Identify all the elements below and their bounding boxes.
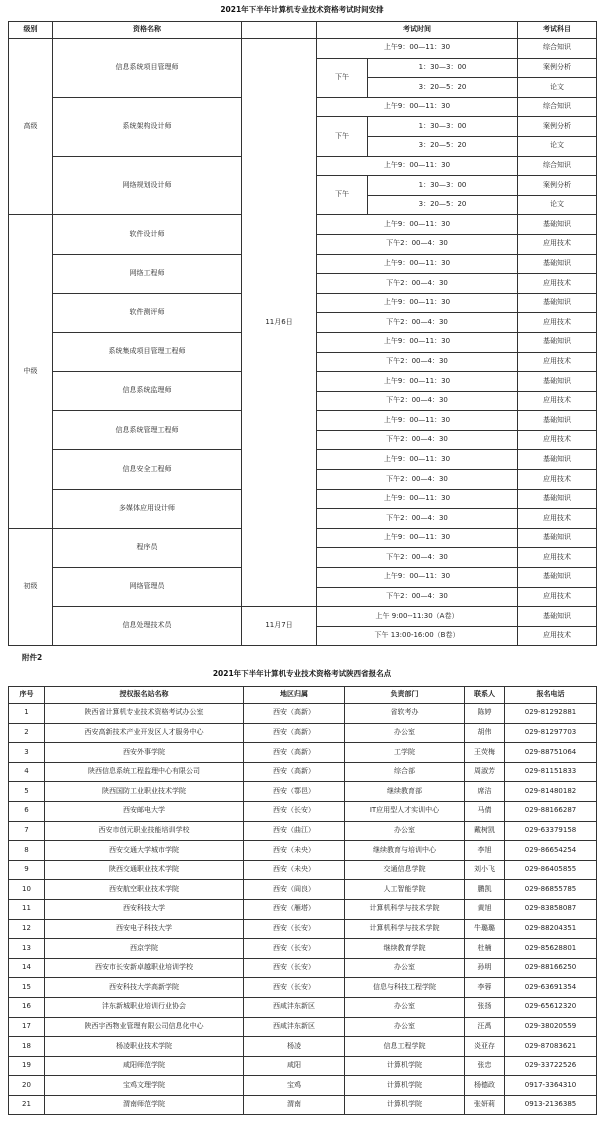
table-row <box>9 22 597 39</box>
contact: 鹏凯 <box>465 880 505 900</box>
table-row <box>9 743 597 763</box>
morning-time: 上午9：00—11：30 <box>317 254 518 274</box>
row-number: 19 <box>9 1056 45 1076</box>
table-row <box>9 687 597 704</box>
subject: 基础知识 <box>518 528 597 548</box>
contact: 汪禹 <box>465 1017 505 1037</box>
region: 西安（高新） <box>244 704 345 724</box>
subject: 案例分析 <box>518 176 597 196</box>
column-header: 授权报名站名称 <box>45 687 244 704</box>
table-row <box>9 1056 597 1076</box>
department: 计算机学院 <box>345 1076 465 1096</box>
row-number: 2 <box>9 723 45 743</box>
site-name: 陕西交通职业技术学院 <box>45 860 244 880</box>
region: 西安（未央） <box>244 860 345 880</box>
qualification-name: 软件测评师 <box>53 293 242 332</box>
contact: 王荧梅 <box>465 743 505 763</box>
region: 西安（长安） <box>244 801 345 821</box>
subject: 基础知识 <box>518 332 597 352</box>
contact: 马倩 <box>465 801 505 821</box>
afternoon-time: 下午2：00—4：30 <box>317 234 518 254</box>
site-name: 西安科技大学 <box>45 899 244 919</box>
department: 交通信息学院 <box>345 860 465 880</box>
contact: 杜楠 <box>465 939 505 959</box>
department: 计算机科学与技术学院 <box>345 919 465 939</box>
phone: 029-86654254 <box>505 841 597 861</box>
morning-time: 上午9：00—11：30 <box>317 293 518 313</box>
subject: 基础知识 <box>518 411 597 431</box>
region: 西安（高新） <box>244 743 345 763</box>
row-number: 21 <box>9 1095 45 1115</box>
table-row <box>9 723 597 743</box>
site-name: 西安航空职业技术学院 <box>45 880 244 900</box>
morning-time: 上午9：00—11：30 <box>317 411 518 431</box>
table-row <box>9 899 597 919</box>
contact: 陈婷 <box>465 704 505 724</box>
region: 西安（长安） <box>244 919 345 939</box>
site-name: 渭南师范学院 <box>45 1095 244 1115</box>
morning-time: 上午9：00—11：30 <box>317 156 518 176</box>
phone: 029-88166287 <box>505 801 597 821</box>
exam-schedule-table <box>8 21 597 646</box>
table-row <box>9 841 597 861</box>
morning-time: 上午9：00—11：30 <box>317 372 518 392</box>
row-number: 12 <box>9 919 45 939</box>
phone: 029-88751064 <box>505 743 597 763</box>
morning-time: 上午9：00—11：30 <box>317 528 518 548</box>
column-header: 报名电话 <box>505 687 597 704</box>
phone: 029-86405855 <box>505 860 597 880</box>
row-number: 14 <box>9 958 45 978</box>
subject: 论文 <box>518 78 597 98</box>
region: 西安（高新） <box>244 762 345 782</box>
row-number: 20 <box>9 1076 45 1096</box>
subject: 案例分析 <box>518 58 597 78</box>
table-row <box>9 919 597 939</box>
phone: 0917-3364310 <box>505 1076 597 1096</box>
phone: 029-65612320 <box>505 997 597 1017</box>
department: 继续教育部 <box>345 782 465 802</box>
department: 综合部 <box>345 762 465 782</box>
subject: 应用技术 <box>518 430 597 450</box>
qualification-name: 网络工程师 <box>53 254 242 293</box>
afternoon-time: 1：30—3：00 <box>368 117 518 137</box>
contact: 牛璐璐 <box>465 919 505 939</box>
qualification-name: 信息处理技术员 <box>53 607 242 646</box>
afternoon-time: 下午2：00—4：30 <box>317 391 518 411</box>
subject: 综合知识 <box>518 97 597 117</box>
phone: 029-81297703 <box>505 723 597 743</box>
table-row <box>9 704 597 724</box>
region: 渭南 <box>244 1095 345 1115</box>
department: IT应用型人才实训中心 <box>345 801 465 821</box>
qualification-name: 信息系统监理师 <box>53 372 242 411</box>
phone: 029-88204351 <box>505 919 597 939</box>
qualification-name: 系统架构设计师 <box>53 97 242 156</box>
phone: 029-86855785 <box>505 880 597 900</box>
department: 办公室 <box>345 958 465 978</box>
subject: 应用技术 <box>518 274 597 294</box>
subject: 基础知识 <box>518 568 597 588</box>
level-junior: 初级 <box>9 528 53 646</box>
table-row <box>9 821 597 841</box>
row-number: 3 <box>9 743 45 763</box>
department: 办公室 <box>345 821 465 841</box>
contact: 席洁 <box>465 782 505 802</box>
department: 办公室 <box>345 723 465 743</box>
subject: 应用技术 <box>518 587 597 607</box>
subject: 应用技术 <box>518 626 597 646</box>
site-name: 西安市长安新卓越职业培训学校 <box>45 958 244 978</box>
site-name: 宝鸡文理学院 <box>45 1076 244 1096</box>
contact: 李旭 <box>465 841 505 861</box>
contact: 炎亚存 <box>465 1037 505 1057</box>
afternoon-time: 下午 13:00-16:00（B卷） <box>317 626 518 646</box>
department: 信息与科技工程学院 <box>345 978 465 998</box>
column-header: 地区归属 <box>244 687 345 704</box>
department: 人工智能学院 <box>345 880 465 900</box>
subject: 论文 <box>518 195 597 215</box>
subject: 基础知识 <box>518 450 597 470</box>
subject: 应用技术 <box>518 234 597 254</box>
registration-sites-table <box>8 686 597 1115</box>
afternoon-time: 下午2：00—4：30 <box>317 352 518 372</box>
department: 省软考办 <box>345 704 465 724</box>
qualification-name: 系统集成项目管理工程师 <box>53 332 242 371</box>
site-name: 陕西省计算机专业技术资格考试办公室 <box>45 704 244 724</box>
site-name: 杨凌职业技术学院 <box>45 1037 244 1057</box>
subject: 基础知识 <box>518 607 597 627</box>
site-name: 陕西信息系统工程监理中心有限公司 <box>45 762 244 782</box>
afternoon-time: 下午2：00—4：30 <box>317 470 518 490</box>
region: 西安（未央） <box>244 841 345 861</box>
subject: 综合知识 <box>518 39 597 59</box>
attachment-label: 附件2 <box>22 653 43 662</box>
region: 西安（曲江） <box>244 821 345 841</box>
department: 办公室 <box>345 997 465 1017</box>
header-subject: 考试科目 <box>518 22 597 39</box>
subject: 基础知识 <box>518 293 597 313</box>
department: 继续教育学院 <box>345 939 465 959</box>
region: 杨凌 <box>244 1037 345 1057</box>
row-number: 11 <box>9 899 45 919</box>
site-name: 西安高新技术产业开发区人才服务中心 <box>45 723 244 743</box>
subject: 应用技术 <box>518 548 597 568</box>
site-name: 西安邮电大学 <box>45 801 244 821</box>
phone: 029-33722526 <box>505 1056 597 1076</box>
site-name: 西安科技大学高新学院 <box>45 978 244 998</box>
region: 咸阳 <box>244 1056 345 1076</box>
row-number: 5 <box>9 782 45 802</box>
qualification-name: 信息系统管理工程师 <box>53 411 242 450</box>
subject: 基础知识 <box>518 254 597 274</box>
header-time: 考试时间 <box>317 22 518 39</box>
region: 宝鸡 <box>244 1076 345 1096</box>
morning-time: 上午9：00—11：30 <box>317 215 518 235</box>
subject: 应用技术 <box>518 391 597 411</box>
afternoon-time: 1：30—3：00 <box>368 176 518 196</box>
subject: 应用技术 <box>518 509 597 529</box>
site-name: 西安市创元职业技能培训学校 <box>45 821 244 841</box>
site-name: 咸阳师范学院 <box>45 1056 244 1076</box>
subject: 论文 <box>518 136 597 156</box>
region: 西安（阎良） <box>244 880 345 900</box>
afternoon-time: 下午2：00—4：30 <box>317 587 518 607</box>
row-number: 7 <box>9 821 45 841</box>
contact: 张忠 <box>465 1056 505 1076</box>
phone: 029-83858087 <box>505 899 597 919</box>
region: 西咸沣东新区 <box>244 997 345 1017</box>
column-header: 联系人 <box>465 687 505 704</box>
morning-time: 上午 9:00--11:30（A卷） <box>317 607 518 627</box>
site-name: 西京学院 <box>45 939 244 959</box>
region: 西安（鄠邑） <box>244 782 345 802</box>
qualification-name: 网络管理员 <box>53 568 242 607</box>
contact: 戴树凯 <box>465 821 505 841</box>
contact: 孙明 <box>465 958 505 978</box>
site-name: 西安电子科技大学 <box>45 919 244 939</box>
department: 工学院 <box>345 743 465 763</box>
department: 计算机科学与技术学院 <box>345 899 465 919</box>
row-number: 10 <box>9 880 45 900</box>
site-name: 陕西宇西物业管理有限公司信息化中心 <box>45 1017 244 1037</box>
morning-time: 上午9：00—11：30 <box>317 97 518 117</box>
schedule-title: 2021年下半年计算机专业技术资格考试时间安排 <box>220 5 384 14</box>
row-number: 16 <box>9 997 45 1017</box>
header-name: 资格名称 <box>53 22 242 39</box>
afternoon-label: 下午 <box>317 176 368 215</box>
region: 西安（长安） <box>244 958 345 978</box>
header-level: 级别 <box>9 22 53 39</box>
afternoon-time: 1：30—3：00 <box>368 58 518 78</box>
region: 西安（高新） <box>244 723 345 743</box>
row-number: 1 <box>9 704 45 724</box>
table-row <box>9 782 597 802</box>
morning-time: 上午9：00—11：30 <box>317 450 518 470</box>
subject: 基础知识 <box>518 372 597 392</box>
afternoon-time: 3：20—5：20 <box>368 78 518 98</box>
site-name: 沣东新城职业培训行业协会 <box>45 997 244 1017</box>
phone: 029-88166250 <box>505 958 597 978</box>
column-header: 序号 <box>9 687 45 704</box>
contact: 胡伟 <box>465 723 505 743</box>
phone: 029-81292881 <box>505 704 597 724</box>
site-name: 西安交通大学城市学院 <box>45 841 244 861</box>
row-number: 6 <box>9 801 45 821</box>
contact: 张妍莉 <box>465 1095 505 1115</box>
row-number: 13 <box>9 939 45 959</box>
phone: 029-63691354 <box>505 978 597 998</box>
qualification-name: 网络规划设计师 <box>53 156 242 215</box>
subject: 综合知识 <box>518 156 597 176</box>
row-number: 18 <box>9 1037 45 1057</box>
sites-title: 2021年下半年计算机专业技术资格考试陕西省报名点 <box>212 669 392 678</box>
exam-date-main: 11月6日 <box>242 39 317 607</box>
row-number: 15 <box>9 978 45 998</box>
table-row <box>9 1076 597 1096</box>
afternoon-time: 3：20—5：20 <box>368 195 518 215</box>
subject: 基础知识 <box>518 489 597 509</box>
afternoon-time: 下午2：00—4：30 <box>317 274 518 294</box>
phone: 029-81480182 <box>505 782 597 802</box>
qualification-name: 信息系统项目管理师 <box>53 39 242 98</box>
morning-time: 上午9：00—11：30 <box>317 332 518 352</box>
contact: 李蓉 <box>465 978 505 998</box>
afternoon-time: 下午2：00—4：30 <box>317 430 518 450</box>
afternoon-time: 下午2：00—4：30 <box>317 548 518 568</box>
table-row <box>9 607 597 627</box>
contact: 张扬 <box>465 997 505 1017</box>
department: 信息工程学院 <box>345 1037 465 1057</box>
region: 西安（雁塔） <box>244 899 345 919</box>
subject: 基础知识 <box>518 215 597 235</box>
morning-time: 上午9：00—11：30 <box>317 489 518 509</box>
afternoon-time: 下午2：00—4：30 <box>317 313 518 333</box>
table-row <box>9 762 597 782</box>
table-row <box>9 1017 597 1037</box>
level-senior: 高级 <box>9 39 53 215</box>
phone: 029-85628801 <box>505 939 597 959</box>
phone: 029-38020559 <box>505 1017 597 1037</box>
qualification-name: 软件设计师 <box>53 215 242 254</box>
department: 计算机学院 <box>345 1056 465 1076</box>
phone: 029-87083621 <box>505 1037 597 1057</box>
row-number: 8 <box>9 841 45 861</box>
site-name: 西安外事学院 <box>45 743 244 763</box>
department: 计算机学院 <box>345 1095 465 1115</box>
table-row <box>9 997 597 1017</box>
row-number: 17 <box>9 1017 45 1037</box>
department: 办公室 <box>345 1017 465 1037</box>
table-row <box>9 880 597 900</box>
table-row <box>9 978 597 998</box>
afternoon-label: 下午 <box>317 58 368 97</box>
table-row <box>9 1095 597 1115</box>
subject: 应用技术 <box>518 470 597 490</box>
contact: 杨德政 <box>465 1076 505 1096</box>
qualification-name: 多媒体应用设计师 <box>53 489 242 528</box>
phone: 029-63379158 <box>505 821 597 841</box>
subject: 应用技术 <box>518 352 597 372</box>
region: 西安（长安） <box>244 939 345 959</box>
qualification-name: 信息安全工程师 <box>53 450 242 489</box>
subject: 应用技术 <box>518 313 597 333</box>
department: 继续教育与培训中心 <box>345 841 465 861</box>
exam-date-last: 11月7日 <box>242 607 317 646</box>
morning-time: 上午9：00—11：30 <box>317 568 518 588</box>
table-row <box>9 1037 597 1057</box>
column-header: 负责部门 <box>345 687 465 704</box>
phone: 0913-2136385 <box>505 1095 597 1115</box>
afternoon-time: 下午2：00—4：30 <box>317 509 518 529</box>
region: 西安（长安） <box>244 978 345 998</box>
row-number: 4 <box>9 762 45 782</box>
afternoon-label: 下午 <box>317 117 368 156</box>
contact: 黄旭 <box>465 899 505 919</box>
site-name: 陕西国防工业职业技术学院 <box>45 782 244 802</box>
afternoon-time: 3：20—5：20 <box>368 136 518 156</box>
table-row <box>9 939 597 959</box>
region: 西咸沣东新区 <box>244 1017 345 1037</box>
table-row <box>9 39 597 59</box>
row-number: 9 <box>9 860 45 880</box>
phone: 029-81151833 <box>505 762 597 782</box>
table-row <box>9 801 597 821</box>
table-row <box>9 860 597 880</box>
level-middle: 中级 <box>9 215 53 529</box>
contact: 周淑芳 <box>465 762 505 782</box>
table-row <box>9 958 597 978</box>
header-date <box>242 22 317 39</box>
contact: 刘小飞 <box>465 860 505 880</box>
qualification-name: 程序员 <box>53 528 242 567</box>
morning-time: 上午9：00—11：30 <box>317 39 518 59</box>
subject: 案例分析 <box>518 117 597 137</box>
